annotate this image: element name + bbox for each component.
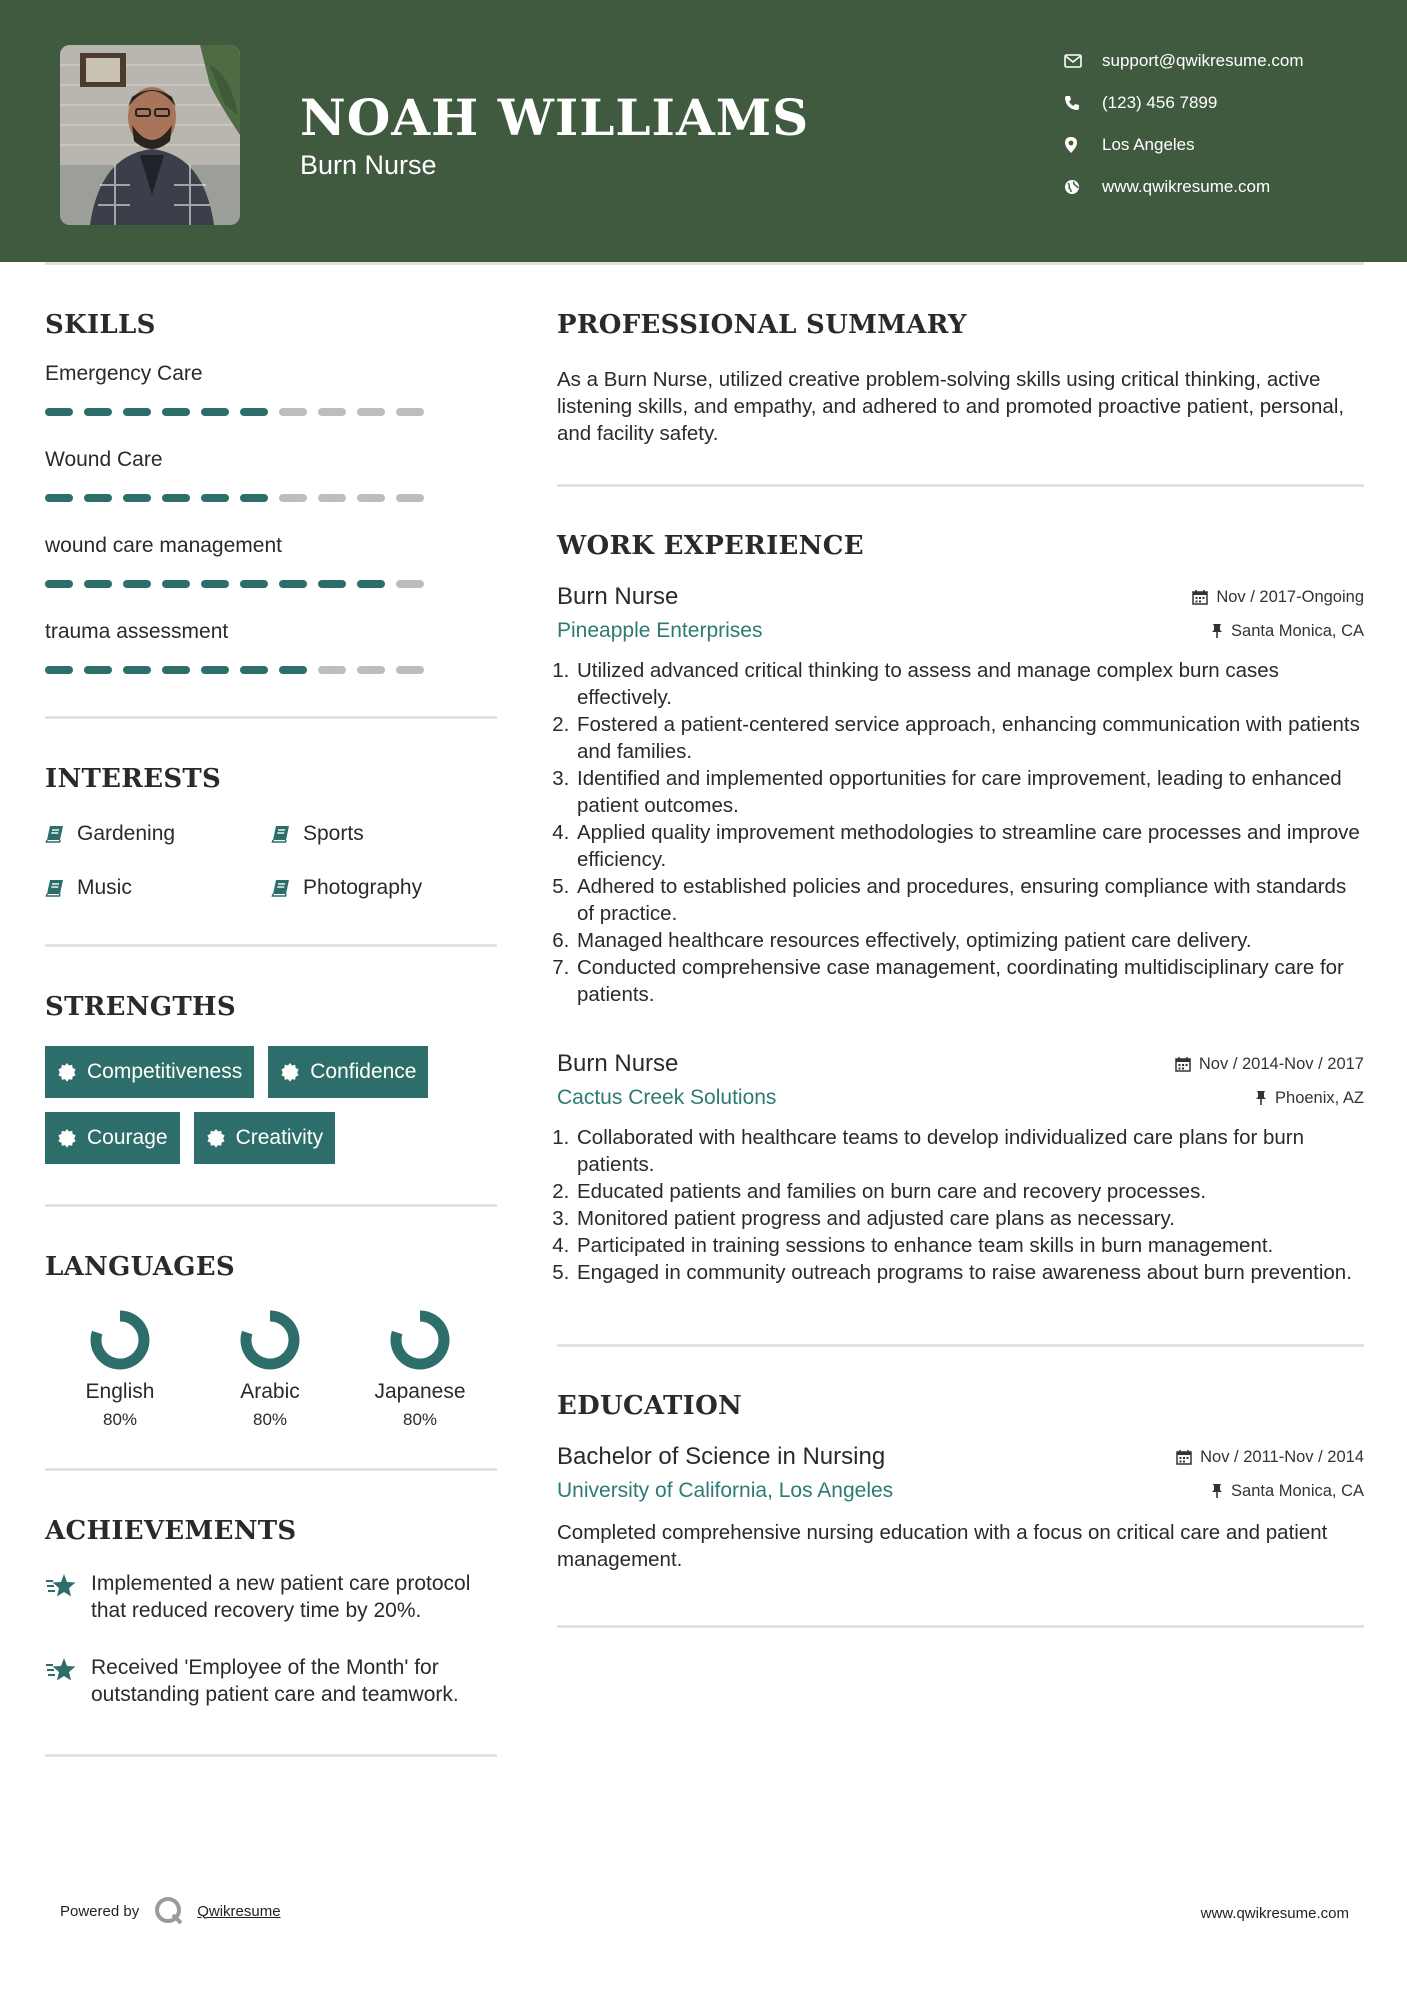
- achievements-list: [45, 1570, 497, 1708]
- experience-title: WORK EXPERIENCE: [557, 531, 864, 561]
- right-column: [557, 262, 1364, 1628]
- job-dates-text: Nov / 2014-Nov / 2017: [1198, 1054, 1364, 1073]
- skill-dash-filled: [162, 666, 190, 674]
- powered-by-label: Powered by: [60, 1902, 140, 1920]
- skill-dash-empty: [318, 494, 346, 502]
- skill-name: Emergency Care: [45, 362, 203, 385]
- skill-rating: [45, 666, 497, 674]
- duty-item: 2. Educated patients and families on burn care and recovery processes.: [575, 1178, 1364, 1205]
- language-name: English: [85, 1380, 155, 1403]
- interest-label: Music: [77, 876, 132, 899]
- interest-item: [271, 876, 497, 900]
- languages-list: [45, 1308, 497, 1430]
- section-divider: [45, 944, 497, 947]
- contact-email[interactable]: [1064, 40, 1304, 82]
- skill-dash-filled: [279, 666, 307, 674]
- contact-location: [1064, 124, 1304, 166]
- education-title: EDUCATION: [557, 1391, 743, 1421]
- book-icon: [45, 824, 65, 844]
- skill-dash-empty: [279, 408, 307, 416]
- interests-title: INTERESTS: [45, 764, 222, 794]
- skill-dash-filled: [45, 666, 73, 674]
- language-ring-arc: [396, 1316, 444, 1364]
- brand-link[interactable]: Qwikresume: [197, 1902, 281, 1920]
- skill-name: trauma assessment: [45, 620, 229, 643]
- job-header: [557, 1050, 1364, 1078]
- skill-name: Wound Care: [45, 448, 163, 471]
- skill-dash-empty: [318, 666, 346, 674]
- job-subheader: [557, 619, 1364, 643]
- job-duties: [557, 657, 1364, 1008]
- duty-item: 1. Utilized advanced critical thinking to assess and manage complex burn cases effectively.: [575, 657, 1364, 711]
- book-icon: [271, 824, 291, 844]
- pushpin-icon: [1255, 1090, 1267, 1106]
- strength-tag: [268, 1046, 428, 1098]
- badge-icon: [57, 1128, 77, 1148]
- strengths-list: [45, 1046, 497, 1164]
- skill-rating: [45, 494, 497, 502]
- section-divider: [557, 1625, 1364, 1628]
- achievement-text: Implemented a new patient care protocol that reduced recovery time by 20%.: [91, 1572, 471, 1622]
- skill-dash-empty: [396, 666, 424, 674]
- skill-dash-filled: [123, 408, 151, 416]
- skill-item: [45, 448, 497, 502]
- section-divider: [45, 1468, 497, 1471]
- skill-dash-filled: [84, 408, 112, 416]
- pushpin-icon: [1211, 1483, 1223, 1499]
- duty-item: 3. Identified and implemented opportunities for care improvement, leading to enhanced patient outcomes.: [575, 765, 1364, 819]
- job-role: Burn Nurse: [557, 1050, 679, 1077]
- skill-dash-empty: [357, 408, 385, 416]
- job-role: Burn Nurse: [557, 583, 679, 610]
- job-location: [1255, 1089, 1364, 1108]
- job-entry: [557, 1050, 1364, 1286]
- job-dates: [1192, 588, 1364, 607]
- job-dates-text: Nov / 2017-Ongoing: [1216, 587, 1364, 606]
- skill-dash-filled: [84, 494, 112, 502]
- duty-item: 7. Conducted comprehensive case management, coordinating multidisciplinary care for patients.: [575, 954, 1364, 1008]
- skill-dash-filled: [45, 408, 73, 416]
- skill-dash-filled: [318, 580, 346, 588]
- contact-phone-text: (123) 456 7899: [1102, 93, 1218, 112]
- badge-icon: [206, 1128, 226, 1148]
- duty-item: 1. Collaborated with healthcare teams to develop individualized care plans for burn patients.: [575, 1124, 1364, 1178]
- strength-tag: [45, 1112, 180, 1164]
- interests-list: [45, 822, 497, 900]
- skill-dash-filled: [201, 666, 229, 674]
- section-divider: [557, 484, 1364, 487]
- skill-item: [45, 620, 497, 674]
- skill-dash-filled: [240, 666, 268, 674]
- duty-item: 2. Fostered a patient-centered service approach, enhancing communication with patients and families.: [575, 711, 1364, 765]
- duty-item: 3. Monitored patient progress and adjusted care plans as necessary.: [575, 1205, 1364, 1232]
- job-location-text: Phoenix, AZ: [1275, 1088, 1364, 1107]
- language-ring-arc: [96, 1316, 144, 1364]
- badge-icon: [57, 1062, 77, 1082]
- profile-photo: [60, 45, 240, 225]
- education-school: University of California, Los Angeles: [557, 1479, 894, 1502]
- contact-email-text: support@qwikresume.com: [1102, 51, 1304, 70]
- skill-dash-empty: [279, 494, 307, 502]
- pushpin-icon: [1211, 623, 1223, 639]
- skill-dash-filled: [162, 494, 190, 502]
- skill-rating: [45, 408, 497, 416]
- footer-powered-by: [60, 1895, 281, 1927]
- skill-dash-filled: [45, 494, 73, 502]
- contact-website[interactable]: [1064, 166, 1304, 208]
- language-name: Japanese: [374, 1380, 466, 1403]
- strength-label: Courage: [87, 1126, 168, 1149]
- skill-dash-filled: [357, 580, 385, 588]
- skill-dash-filled: [123, 494, 151, 502]
- strength-tag: [194, 1112, 336, 1164]
- strength-tag: [45, 1046, 254, 1098]
- education-location-text: Santa Monica, CA: [1231, 1481, 1364, 1500]
- skills-title: SKILLS: [45, 310, 156, 340]
- skill-dash-empty: [357, 666, 385, 674]
- summary-title: PROFESSIONAL SUMMARY: [557, 310, 967, 340]
- skill-dash-empty: [318, 408, 346, 416]
- left-column: [45, 262, 497, 1757]
- skill-dash-filled: [240, 408, 268, 416]
- language-percent: 80%: [102, 1410, 138, 1429]
- contact-website-text: www.qwikresume.com: [1102, 177, 1271, 196]
- job-location-text: Santa Monica, CA: [1231, 621, 1364, 640]
- skill-dash-filled: [201, 494, 229, 502]
- footer-website[interactable]: www.qwikresume.com: [1200, 1905, 1349, 1922]
- education-degree: Bachelor of Science in Nursing: [557, 1443, 886, 1470]
- skill-dash-filled: [162, 408, 190, 416]
- calendar-icon: [1176, 1449, 1192, 1465]
- skill-item: [45, 534, 497, 588]
- language-percent: 80%: [252, 1410, 288, 1429]
- strength-label: Creativity: [235, 1126, 324, 1149]
- job-company: Cactus Creek Solutions: [557, 1086, 777, 1109]
- duty-item: 4. Participated in training sessions to enhance team skills in burn management.: [575, 1232, 1364, 1259]
- star-icon: [45, 1572, 77, 1600]
- interest-label: Sports: [303, 822, 364, 845]
- skill-dash-filled: [279, 580, 307, 588]
- duty-item: 5. Adhered to established policies and procedures, ensuring compliance with standards of practice.: [575, 873, 1364, 927]
- skill-dash-empty: [396, 580, 424, 588]
- skill-dash-filled: [240, 494, 268, 502]
- interest-item: [45, 876, 271, 900]
- section-divider: [45, 716, 497, 719]
- skill-dash-filled: [84, 580, 112, 588]
- calendar-icon: [1175, 1056, 1191, 1072]
- skill-rating: [45, 580, 497, 588]
- skill-name: wound care management: [45, 534, 282, 557]
- skill-dash-filled: [201, 580, 229, 588]
- contact-list: [1064, 40, 1304, 208]
- skill-dash-filled: [123, 666, 151, 674]
- phone-icon: [1064, 95, 1102, 111]
- skill-dash-filled: [201, 408, 229, 416]
- education-entry: [557, 1443, 1364, 1573]
- resume-header: [0, 0, 1407, 262]
- badge-icon: [280, 1062, 300, 1082]
- contact-location-text: Los Angeles: [1102, 135, 1195, 154]
- job-header: [557, 583, 1364, 611]
- map-pin-icon: [1064, 136, 1102, 154]
- contact-phone[interactable]: [1064, 82, 1304, 124]
- job-duties: [557, 1124, 1364, 1286]
- skill-dash-filled: [123, 580, 151, 588]
- achievement-item: [45, 1570, 497, 1624]
- languages-title: LANGUAGES: [45, 1252, 235, 1282]
- star-icon: [45, 1656, 77, 1684]
- skills-list: [45, 362, 497, 674]
- candidate-title: Burn Nurse: [300, 150, 437, 180]
- book-icon: [271, 878, 291, 898]
- education-dates: [1176, 1448, 1364, 1467]
- section-divider: [45, 1204, 497, 1207]
- skill-item: [45, 362, 497, 416]
- skill-dash-empty: [396, 494, 424, 502]
- language-proficiency-ring: [238, 1308, 302, 1372]
- globe-icon: [1064, 179, 1102, 195]
- skill-dash-filled: [240, 580, 268, 588]
- education-subheader: [557, 1479, 1364, 1503]
- language-percent: 80%: [402, 1410, 438, 1429]
- job-location: [1211, 622, 1364, 641]
- section-divider: [45, 1754, 497, 1757]
- skill-dash-filled: [84, 666, 112, 674]
- envelope-icon: [1064, 54, 1102, 68]
- qwikresume-logo-icon: [153, 1895, 185, 1927]
- strength-label: Confidence: [310, 1060, 417, 1083]
- skill-dash-filled: [162, 580, 190, 588]
- language-item: [45, 1308, 195, 1430]
- duty-item: 4. Applied quality improvement methodologies to streamline care processes and improve efficiency.: [575, 819, 1364, 873]
- language-ring-arc: [246, 1316, 294, 1364]
- interest-item: [271, 822, 497, 846]
- duty-item: 6. Managed healthcare resources effectively, optimizing patient care delivery.: [575, 927, 1364, 954]
- job-dates: [1175, 1055, 1364, 1074]
- interest-item: [45, 822, 271, 846]
- book-icon: [45, 878, 65, 898]
- strength-label: Competitiveness: [87, 1060, 243, 1083]
- education-dates-text: Nov / 2011-Nov / 2014: [1200, 1447, 1364, 1466]
- achievements-title: ACHIEVEMENTS: [45, 1516, 297, 1546]
- education-header: [557, 1443, 1364, 1471]
- interest-label: Photography: [303, 876, 423, 899]
- calendar-icon: [1192, 589, 1208, 605]
- skill-dash-empty: [396, 408, 424, 416]
- job-subheader: [557, 1086, 1364, 1110]
- language-proficiency-ring: [388, 1308, 452, 1372]
- job-entry: [557, 583, 1364, 1008]
- section-divider: [557, 1344, 1364, 1347]
- skill-dash-empty: [357, 494, 385, 502]
- achievement-item: [45, 1654, 497, 1708]
- education-description: Completed comprehensive nursing education with a focus on critical care and patient management.: [557, 1521, 1328, 1571]
- education-location: [1211, 1482, 1364, 1501]
- language-item: [345, 1308, 495, 1430]
- candidate-name: NOAH WILLIAMS: [300, 88, 810, 147]
- job-company: Pineapple Enterprises: [557, 619, 763, 642]
- strengths-title: STRENGTHS: [45, 992, 236, 1022]
- duty-item: 5. Engaged in community outreach programs to raise awareness about burn prevention.: [575, 1259, 1364, 1286]
- achievement-text: Received 'Employee of the Month' for outstanding patient care and teamwork.: [91, 1656, 459, 1706]
- interest-label: Gardening: [77, 822, 176, 845]
- language-item: [195, 1308, 345, 1430]
- language-name: Arabic: [240, 1380, 300, 1403]
- summary-text: As a Burn Nurse, utilized creative problem-solving skills using critical thinking, active listening skills, and empathy, and adhered to and promoted proactive patient, personal, and facility safety.: [557, 368, 1345, 445]
- language-proficiency-ring: [88, 1308, 152, 1372]
- skill-dash-filled: [45, 580, 73, 588]
